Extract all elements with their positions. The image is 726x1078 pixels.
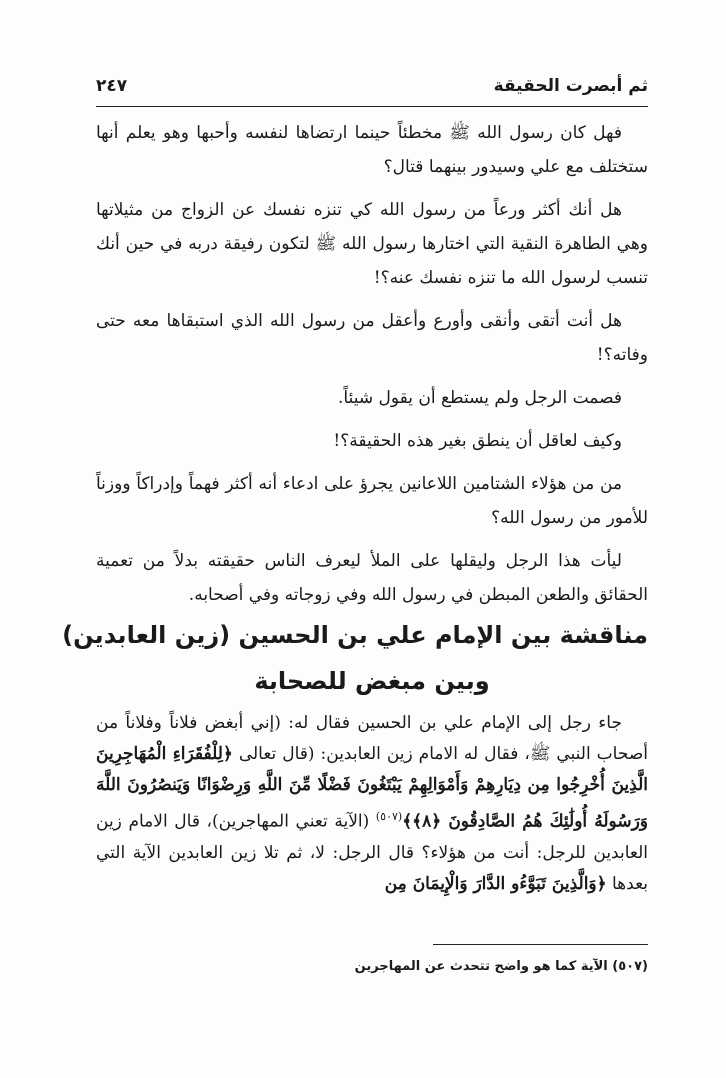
discussion-text	[96, 708, 648, 900]
quran-verse: ﴿وَالَّذِينَ تَبَوَّءُو الدَّارَ وَالْإِيمَانَ مِن	[384, 873, 607, 894]
discussion-intro: جاء رجل إلى الإمام علي بن الحسين فقال له: (إني أبغض فلاناً وفلاناً من أصحاب النبي ﷺ، فقال له الامام زين العابدين: (قال تعالى	[96, 713, 648, 764]
section-heading-line: مناقشة بين الإمام علي بن الحسين (زين العابدين)	[62, 621, 648, 649]
paragraph: وكيف لعاقل أن ينطق بغير هذه الحقيقة؟!	[333, 431, 622, 451]
body-text	[96, 116, 648, 621]
section-heading	[62, 612, 648, 704]
footnote-reference: (٥٠٧)	[375, 810, 403, 823]
page-number: ٢٤٧	[96, 76, 128, 96]
quran-verse: ﴿لِلْفُقَرَاءِ الْمُهَاجِرِينَ الَّذِينَ أُخْرِجُوا مِن دِيَارِهِمْ وَأَمْوَالِهِمْ يَبْتَغُونَ فَضْلًا مِّنَ اللَّهِ وَرِضْوَانًا وَيَنصُرُونَ اللَّهَ وَرَسُولَهُ أُولَٰئِكَ هُمُ الصَّادِقُونَ ﴿٨﴾﴾	[96, 744, 648, 832]
paragraph: هل أنت أتقى وأنقى وأورع وأعقل من رسول الله الذي استبقاها معه حتى وفاته؟!	[96, 311, 648, 365]
discussion-paragraph	[96, 708, 648, 900]
running-title: ثم أبصرت الحقيقة	[493, 76, 648, 96]
footnote: (٥٠٧) الآية كما هو واضح تتحدث عن المهاجرين	[354, 959, 648, 974]
paragraph: فصمت الرجل ولم يستطع أن يقول شيئاً.	[338, 388, 622, 408]
running-header	[96, 72, 648, 107]
footnote-divider	[433, 944, 648, 945]
section-heading-line: وبين مبغض للصحابة	[254, 667, 490, 695]
paragraph: ليأت هذا الرجل وليقلها على الملأ ليعرف الناس حقيقته بدلاً من تعمية الحقائق والطعن المبطن في رسول الله وفي زوجاته وفي أصحابه.	[96, 551, 648, 605]
paragraph: فهل كان رسول الله ﷺ مخطئاً حينما ارتضاها لنفسه وأحبها وهو يعلم أنها ستختلف مع علي وسيدور بينهما قتال؟	[96, 123, 648, 177]
paragraph: هل أنك أكثر ورعاً من رسول الله كي تنزه نفسك عن الزواج من مثيلاتها وهي الطاهرة النقية التي اختارها رسول الله ﷺ لتكون رفيقة دربه في حين أنك تنسب لرسول الله ما تنزه نفسك عنه؟!	[96, 200, 648, 288]
paragraph: من من هؤلاء الشتامين اللاعانين يجرؤ على ادعاء أنه أكثر فهماً وإدراكاً ووزناً للأمور من رسول الله؟	[96, 474, 648, 528]
discussion-middle: (الآية تعني المهاجرين)، قال الامام زين العابدين للرجل: أنت من هؤلاء؟ قال الرجل: لا، ثم تلا زين العابدين الآية التي بعدها	[96, 811, 648, 894]
